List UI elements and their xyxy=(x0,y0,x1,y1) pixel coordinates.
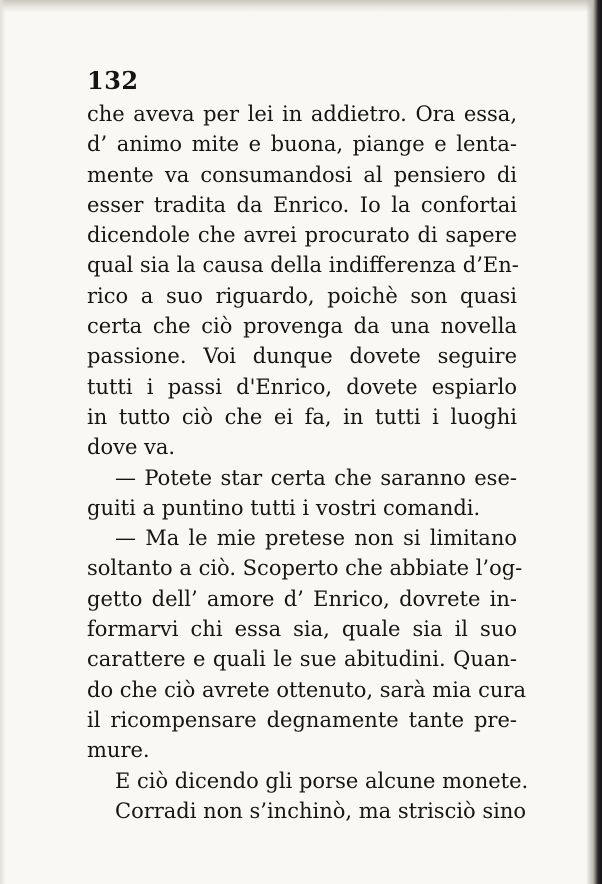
text-line: dove va. xyxy=(87,435,176,460)
text-line: mure. xyxy=(87,738,150,763)
body-text xyxy=(87,99,529,826)
text-line: dicendole che avrei procurato di sapere xyxy=(87,223,517,248)
text-line: che aveva per lei in addietro. Ora essa, xyxy=(87,102,517,126)
text-line: mente va consumandosi al pensiero di xyxy=(87,162,517,187)
text-line: rico a suo riguardo, poichè son quasi xyxy=(87,283,517,308)
text-line: tutti i passi d'Enrico, dovete espiarlo xyxy=(87,374,517,399)
text-line: passione. Voi dunque dovete seguire xyxy=(87,344,517,369)
text-line: formarvi chi essa sia, quale sia il suo xyxy=(87,617,517,642)
text-line: carattere e quali le sue abitudini. Quan- xyxy=(87,647,517,672)
text-line: E ciò dicendo gli porse alcune monete. xyxy=(115,768,529,793)
page-number: 132 xyxy=(87,66,139,95)
text-line: certa che ciò provenga da una novella xyxy=(87,314,517,339)
page-binding-edge xyxy=(586,0,602,884)
text-line: il ricompensare degnamente tante pre- xyxy=(87,707,517,732)
text-line: guiti a puntino tutti i vostri comandi. xyxy=(87,495,481,520)
text-line: qual sia la causa della indifferenza d’En- xyxy=(87,253,519,278)
text-line: d’ animo mite e buona, piange e lenta- xyxy=(87,132,517,157)
text-line: in tutto ciò che ei fa, in tutti i luoghi xyxy=(87,404,517,429)
text-line: soltanto a ciò. Scoperto che abbiate l’og- xyxy=(87,556,523,581)
page-top-edge xyxy=(0,0,602,12)
text-line: Corradi non s’inchinò, ma strisciò sino xyxy=(115,798,527,823)
text-line: — Potete star certa che saranno ese- xyxy=(115,465,517,490)
text-line: esser tradita da Enrico. Io la confortai xyxy=(87,192,517,217)
page-left-edge xyxy=(0,0,6,884)
text-line: do che ciò avrete ottenuto, sarà mia cura xyxy=(87,677,526,702)
text-line: getto dell’ amore d’ Enrico, dovrete in- xyxy=(87,586,517,611)
text-line: — Ma le mie pretese non si limitano xyxy=(115,526,517,551)
